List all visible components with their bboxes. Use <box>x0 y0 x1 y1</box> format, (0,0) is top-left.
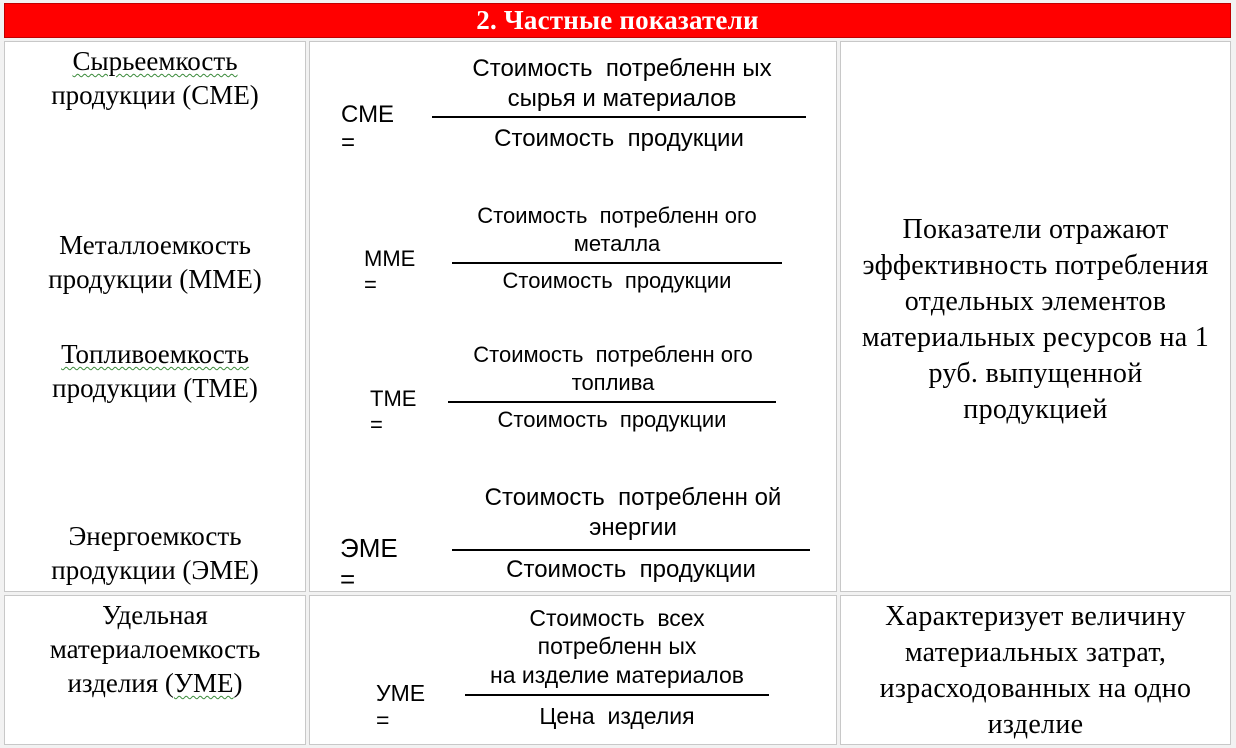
formula-denominator: Цена изделия <box>539 703 695 729</box>
formula-lhs: ЭМЕ = <box>340 533 398 594</box>
formula-denominator: Стоимость продукции <box>502 268 732 293</box>
formula-numerator-line1: Стоимость потребленн ого <box>477 203 757 228</box>
indicator-name-eme <box>4 519 306 587</box>
fraction-bar <box>452 549 810 551</box>
formula-numerator-line2: сырья и материалов <box>507 85 737 112</box>
description-line: руб. выпущенной <box>928 358 1143 389</box>
indicator-name-sub: продукции (ММЕ) <box>48 264 262 294</box>
indicator-name-sub: продукции (ТМЕ) <box>52 373 258 403</box>
indicator-name-tme <box>4 337 306 405</box>
indicator-name-line3 <box>4 666 306 700</box>
indicator-name-main: Энергоемкость <box>68 521 242 551</box>
row1-names-cell <box>4 41 306 592</box>
formula-numerator-line1: Стоимость потребленн ых <box>472 55 772 82</box>
name-suffix: ) <box>233 668 243 698</box>
formula-numerator-line1: Стоимость потребленн ого <box>473 342 753 367</box>
indicator-name-main: Сырьеемкость <box>72 46 238 76</box>
formula-numerator-line1: Стоимость потребленн ой <box>484 484 782 511</box>
fraction-bar <box>452 262 782 264</box>
indicator-name-ume <box>4 598 306 700</box>
table-title: 2. Частные показатели <box>476 5 759 35</box>
description-line: эффективность потребления <box>862 250 1209 281</box>
formula-lhs: ТМЕ = <box>370 386 417 437</box>
indicator-name-sub: продукции (СМЕ) <box>51 80 259 110</box>
row2-description <box>840 599 1231 743</box>
formula-numerator-line3: на изделие материалов <box>490 662 744 688</box>
description-line: Характеризует величину <box>885 601 1186 632</box>
indicator-name-mme <box>4 228 306 296</box>
formula-numerator-line2: энергии <box>589 514 677 541</box>
formula-lhs: ММЕ = <box>364 246 416 297</box>
indicator-name-line1: Удельная <box>102 600 208 630</box>
formula-numerator-line2: топлива <box>571 370 655 395</box>
formula-numerator-line1: Стоимость всех <box>529 605 705 631</box>
fraction-bar <box>465 694 769 696</box>
indicator-name-sme <box>4 44 306 112</box>
description-line: изделие <box>987 709 1084 740</box>
formula-denominator: Стоимость продукции <box>494 125 744 152</box>
indicator-name-sub: продукции (ЭМЕ) <box>51 555 259 585</box>
formula-lhs: УМЕ = <box>376 680 426 733</box>
table-header <box>4 3 1231 38</box>
formula-numerator-line2: металла <box>573 231 661 256</box>
row1-description <box>840 212 1231 428</box>
indicator-name-main: Топливоемкость <box>61 339 249 369</box>
description-line: отдельных элементов <box>904 286 1167 317</box>
description-line: продукцией <box>963 394 1108 425</box>
description-line: Показатели отражают <box>902 214 1169 245</box>
description-line: израсходованных на одно <box>879 673 1192 704</box>
description-line: материальных затрат, <box>904 637 1167 668</box>
indicator-name-line2: материалоемкость <box>49 634 261 664</box>
fraction-bar <box>432 116 806 118</box>
formula-numerator-line2: потребленн ых <box>537 633 697 659</box>
indicator-name-main: Металлоемкость <box>59 230 251 260</box>
name-prefix: изделия ( <box>67 668 174 698</box>
description-line: материальных ресурсов на 1 <box>861 322 1210 353</box>
formula-lhs: СМЕ = <box>341 101 395 156</box>
fraction-bar <box>448 401 776 403</box>
formula-denominator: Стоимость продукции <box>497 407 727 432</box>
formula-denominator: Стоимость продукции <box>506 556 756 583</box>
name-abbrev: УМЕ <box>173 668 234 698</box>
